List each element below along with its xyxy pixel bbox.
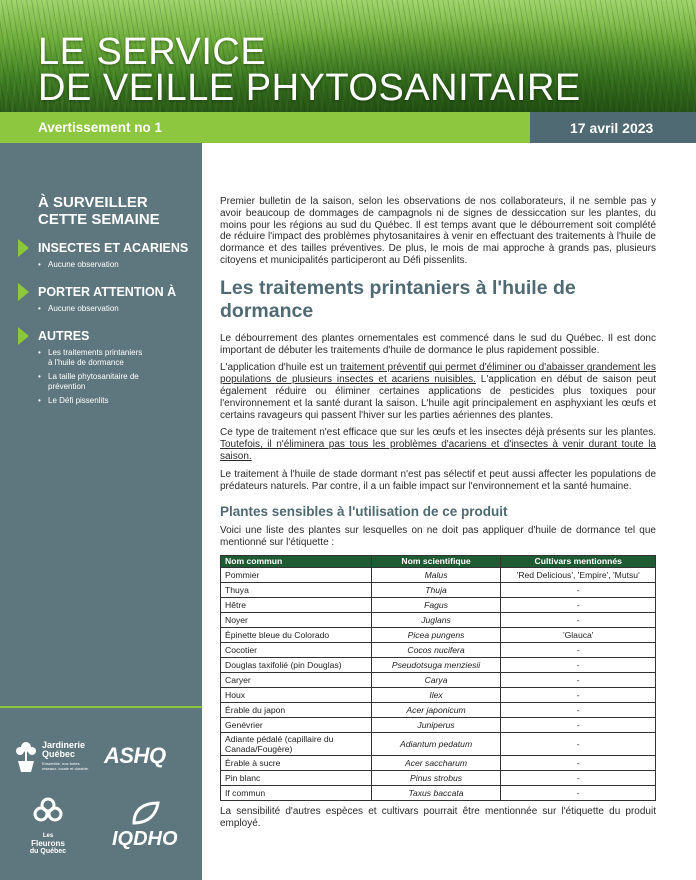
cultivars-cell: 'Red Delicious', 'Empire', 'Mutsu' <box>501 567 656 582</box>
ashq-logo: ASHQ <box>104 743 166 768</box>
cultivars-cell: - <box>501 785 656 800</box>
common-name-cell: Thuya <box>221 582 372 597</box>
jardinerie-quebec-logo: Jardinerie Québec Ensemble, nos fortes réseaux, locale et durable. <box>14 739 92 773</box>
table-row <box>221 732 656 755</box>
common-name-cell: Érable à sucre <box>221 755 372 770</box>
cultivars-cell: - <box>501 642 656 657</box>
sidebar-title-line-1: À SURVEILLER <box>38 194 148 211</box>
scientific-name-cell: Carya <box>371 672 501 687</box>
triangle-bullet-icon <box>18 327 29 345</box>
sensitive-plants-table <box>220 555 656 801</box>
sidebar-section-autres <box>18 327 198 410</box>
table-row <box>221 627 656 642</box>
table-row <box>221 785 656 800</box>
table-row <box>221 702 656 717</box>
table-intro: Voici une liste des plantes sur lesquelles on ne doit pas appliquer d'huile de dormance tel que mentionné sur l'étiquette : <box>220 525 656 549</box>
common-name-cell: Hêtre <box>221 597 372 612</box>
common-name-cell: Houx <box>221 687 372 702</box>
sidebar-divider <box>0 706 202 708</box>
cultivars-cell: - <box>501 755 656 770</box>
scientific-name-cell: Juniperus <box>371 717 501 732</box>
table-row <box>221 612 656 627</box>
table-header-row <box>221 555 656 567</box>
common-name-cell: Érable du japon <box>221 702 372 717</box>
sidebar-title <box>38 194 160 228</box>
triangle-bullet-icon <box>18 239 29 257</box>
sidebar-link-taille[interactable]: • La taille phytosanitaire de prévention <box>38 372 148 392</box>
scientific-name-cell: Juglans <box>371 612 501 627</box>
page-title <box>38 31 581 109</box>
table-row <box>221 567 656 582</box>
cultivars-cell: - <box>501 732 656 755</box>
cultivars-cell: - <box>501 717 656 732</box>
common-name-cell: Pin blanc <box>221 770 372 785</box>
sidebar-link-defi[interactable]: • Le Défi pissenlits <box>38 396 148 406</box>
common-name-cell: Épinette bleue du Colorado <box>221 627 372 642</box>
scientific-name-cell: Adiantum pedatum <box>371 732 501 755</box>
paragraph-4: Le traitement à l'huile de stade dormant n'est pas sélectif et peut aussi affecter les populations de prédateurs naturels. Par contre, il a un faible impact sur l'environnement et la santé humaine. <box>220 468 656 492</box>
cultivars-cell: - <box>501 612 656 627</box>
scientific-name-cell: Thuja <box>371 582 501 597</box>
leaf-icon <box>130 801 160 825</box>
column-header: Cultivars mentionnés <box>501 555 656 567</box>
table-row <box>221 582 656 597</box>
section-title: Les traitements printaniers à l'huile de dormance <box>220 276 576 322</box>
sidebar-link-huile[interactable]: • Les traitements printaniers à l'huile de dormance <box>38 348 148 368</box>
sidebar <box>0 143 202 880</box>
flower-icon <box>33 797 63 825</box>
scientific-name-cell: Fagus <box>371 597 501 612</box>
intro-paragraph: Premier bulletin de la saison, selon les observations de nos collaborateurs, il ne semble pas y avoir beaucoup de dommages de campagnols ni de signes de dessiccation sur les plantes, du moins pour les régions au sud du Québec. Il est temps avant que le débourrement soit complété de réduire l'impact des problèmes phytosanitaires à venir en effectuant des traitements à l'huile de dormance et des tailles préventives. De plus, le mois de mai approche à grands pas, plusieurs citoyens et municipalités participeront au Défi pissenlits. <box>220 196 656 266</box>
scientific-name-cell: Taxus baccata <box>371 785 501 800</box>
sidebar-section-label: PORTER ATTENTION À <box>38 285 177 299</box>
fleurons-logo: Les Fleurons du Québec <box>22 797 74 856</box>
sidebar-section-insectes <box>18 239 198 274</box>
cultivars-cell: - <box>501 597 656 612</box>
scientific-name-cell: Malus <box>371 567 501 582</box>
common-name-cell: Cocotier <box>221 642 372 657</box>
header-banner <box>0 0 696 112</box>
table-row <box>221 672 656 687</box>
table-row <box>221 755 656 770</box>
cultivars-cell: - <box>501 770 656 785</box>
common-name-cell: Genévrier <box>221 717 372 732</box>
table-row <box>221 597 656 612</box>
table-row <box>221 687 656 702</box>
main-content <box>220 196 656 836</box>
paragraph-1: Le débourrement des plantes ornementales est commencé dans le sud du Québec. Il est donc important de débuter les traitements d'huile de dormance le plus rapidement possible. <box>220 332 656 356</box>
scientific-name-cell: Ilex <box>371 687 501 702</box>
scientific-name-cell: Acer japonicum <box>371 702 501 717</box>
cultivars-cell: 'Glauca' <box>501 627 656 642</box>
common-name-cell: Caryer <box>221 672 372 687</box>
cultivars-cell: - <box>501 672 656 687</box>
advisory-number: Avertissement no 1 <box>0 112 530 143</box>
sidebar-item: • Aucune observation <box>38 260 198 270</box>
common-name-cell: Douglas taxifolié (pin Douglas) <box>221 657 372 672</box>
flower-pot-icon <box>14 739 38 773</box>
title-line-1: LE SERVICE <box>38 31 267 73</box>
closing-note: La sensibilité d'autres espèces et cultivars pourrait être mentionnée sur l'étiquette du produit employé. <box>220 805 656 829</box>
common-name-cell: If commun <box>221 785 372 800</box>
table-row <box>221 770 656 785</box>
sidebar-section-label: AUTRES <box>38 329 90 343</box>
common-name-cell: Pommier <box>221 567 372 582</box>
paragraph-2: L'application d'huile est un traitement préventif qui permet d'éliminer ou d'abaisser grandement les populations de plusieurs insectes et acariens nuisibles. L'application en début de saison peut également réduire ou éliminer certaines applications de pesticides plus toxiques pour l'environnement et la santé durant la saison. L'huile agit principalement en asphyxiant les œufs et certains ravageurs qui passent l'hiver sur les parties aériennes des plantes. <box>220 362 656 421</box>
title-line-2: DE VEILLE PHYTOSANITAIRE <box>38 67 581 109</box>
paragraph-3: Ce type de traitement n'est efficace que sur les œufs et les insectes déjà présents sur les plantes. Toutefois, il n'éliminera pas tous les problèmes d'acariens et d'insectes à venir durant toute la saison. <box>220 427 656 462</box>
cultivars-cell: - <box>501 657 656 672</box>
common-name-cell: Adiante pédalé (capillaire du Canada/Fougère) <box>221 732 372 755</box>
sidebar-section-label: INSECTES ET ACARIENS <box>38 241 189 255</box>
scientific-name-cell: Cocos nucifera <box>371 642 501 657</box>
bulletin-date: 17 avril 2023 <box>530 112 696 143</box>
table-row <box>221 657 656 672</box>
column-header: Nom commun <box>221 555 372 567</box>
sidebar-section-attention <box>18 283 198 318</box>
scientific-name-cell: Acer saccharum <box>371 755 501 770</box>
table-row <box>221 642 656 657</box>
scientific-name-cell: Pseudotsuga menziesii <box>371 657 501 672</box>
column-header: Nom scientifique <box>371 555 501 567</box>
sidebar-item: • Aucune observation <box>38 304 198 314</box>
scientific-name-cell: Picea pungens <box>371 627 501 642</box>
cultivars-cell: - <box>501 702 656 717</box>
triangle-bullet-icon <box>18 283 29 301</box>
iqdho-logo: IQDHO <box>112 801 178 851</box>
scientific-name-cell: Pinus strobus <box>371 770 501 785</box>
cultivars-cell: - <box>501 687 656 702</box>
common-name-cell: Noyer <box>221 612 372 627</box>
subsection-title: Plantes sensibles à l'utilisation de ce produit <box>220 504 508 520</box>
sidebar-title-line-2: CETTE SEMAINE <box>38 211 160 228</box>
table-row <box>221 717 656 732</box>
cultivars-cell: - <box>501 582 656 597</box>
